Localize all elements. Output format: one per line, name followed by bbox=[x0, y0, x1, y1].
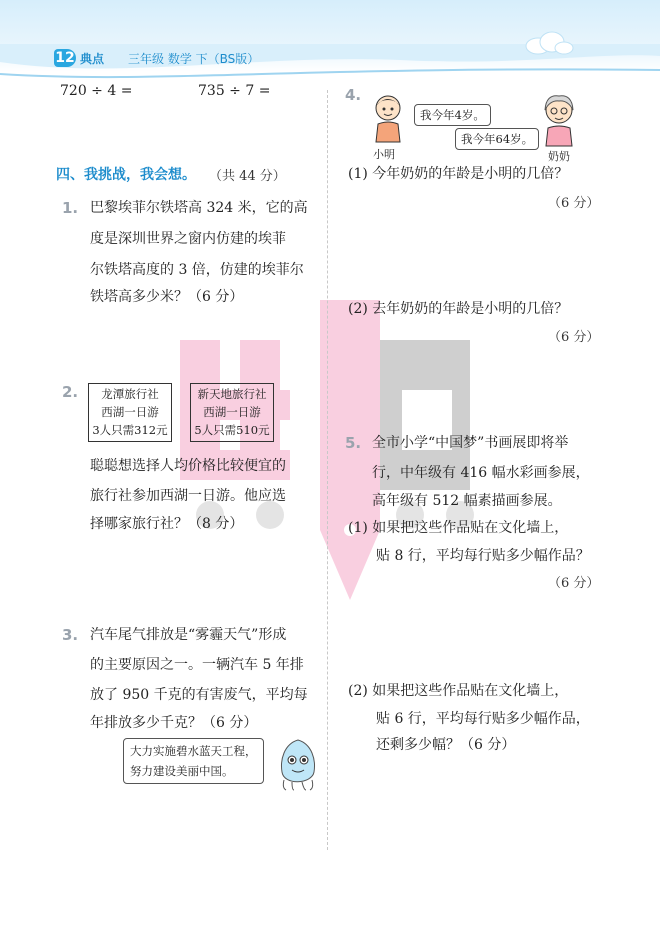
question-3-number: 3. bbox=[62, 626, 79, 644]
question-5-line-2: 行，中年级有 416 幅水彩画参展， bbox=[372, 465, 590, 481]
boy-label: 小明 bbox=[373, 148, 395, 161]
question-5-line-1: 全市小学“中国梦”书画展即将举 bbox=[372, 435, 569, 451]
agency-a-card bbox=[88, 383, 172, 442]
agency-a-name: 龙潭旅行社 bbox=[101, 387, 159, 401]
slogan-speech-bubble bbox=[123, 738, 264, 784]
question-1-number: 1. bbox=[62, 199, 79, 217]
agency-a-price: 3人只需312元 bbox=[92, 423, 168, 437]
question-2-number: 2. bbox=[62, 383, 79, 401]
agency-b-card bbox=[190, 383, 274, 442]
question-5-sub-2-line-2: 贴 6 行，平均每行贴多少幅作品， bbox=[376, 711, 590, 727]
question-2-line-3: 择哪家旅行社？（8 分） bbox=[90, 516, 244, 532]
question-3-line-3: 放了 950 千克的有害废气，平均每 bbox=[90, 687, 308, 703]
book-title: 三年级 数学 下（BS版） bbox=[128, 52, 260, 66]
question-4-sub-1: (1) 今年奶奶的年龄是小明的几倍？ bbox=[348, 166, 569, 182]
boy-speech-bubble: 我今年4岁。 bbox=[414, 104, 491, 126]
question-5-sub-1-points: （6 分） bbox=[548, 576, 600, 591]
agency-a-trip: 西湖一日游 bbox=[101, 405, 159, 419]
exercise-735-div-7: 735 ÷ 7 = bbox=[198, 83, 271, 99]
question-3-line-2: 的主要原因之一。一辆汽车 5 年排 bbox=[90, 657, 304, 673]
brand-logo-text: 典点 bbox=[80, 52, 105, 66]
page-number: 12 bbox=[55, 50, 75, 66]
question-5-sub-1-line-1: (1) 如果把这些作品贴在文化墙上， bbox=[348, 520, 569, 536]
boy-xiaoming-icon bbox=[368, 92, 408, 144]
question-5-line-3: 高年级有 512 幅素描画参展。 bbox=[372, 493, 562, 509]
agency-b-trip: 西湖一日游 bbox=[203, 405, 261, 419]
question-5-sub-2-line-1: (2) 如果把这些作品贴在文化墙上， bbox=[348, 683, 569, 699]
question-1-line-2: 度是深圳世界之窗内仿建的埃菲 bbox=[90, 231, 286, 247]
question-1-line-4: 铁塔高多少米？（6 分） bbox=[90, 289, 244, 305]
grandma-icon bbox=[538, 92, 580, 148]
cloud-icon bbox=[518, 30, 578, 58]
question-2-line-1: 聪聪想选择人均价格比较便宜的 bbox=[90, 458, 286, 474]
question-5-sub-2-line-3: 还剩多少幅？（6 分） bbox=[376, 737, 516, 753]
question-2-line-2: 旅行社参加西湖一日游。他应选 bbox=[90, 488, 286, 504]
droplet-mascot-icon bbox=[276, 736, 320, 792]
section-title: 四、我挑战，我会想。 bbox=[56, 167, 196, 183]
question-3-line-4: 年排放多少千克？（6 分） bbox=[90, 715, 258, 731]
question-4-sub-1-points: （6 分） bbox=[548, 196, 600, 211]
question-4-sub-2-points: （6 分） bbox=[548, 330, 600, 345]
agency-b-price: 5人只需510元 bbox=[194, 423, 270, 437]
column-divider bbox=[327, 90, 328, 850]
grandma-label: 奶奶 bbox=[548, 150, 570, 163]
question-1-line-3: 尔铁塔高度的 3 倍，仿建的埃菲尔 bbox=[90, 262, 304, 278]
question-4-number: 4. bbox=[345, 86, 362, 104]
slogan-line-1: 大力实施碧水蓝天工程， bbox=[130, 744, 257, 758]
question-5-number: 5. bbox=[345, 434, 362, 452]
question-1-line-1: 巴黎埃菲尔铁塔高 324 米，它的高 bbox=[90, 200, 308, 216]
exercise-720-div-4: 720 ÷ 4 = bbox=[60, 83, 133, 99]
agency-b-name: 新天地旅行社 bbox=[197, 387, 267, 401]
question-4-sub-2: (2) 去年奶奶的年龄是小明的几倍？ bbox=[348, 301, 569, 317]
question-3-line-1: 汽车尾气排放是“雾霾天气”形成 bbox=[90, 627, 287, 643]
grandma-speech-bubble: 我今年64岁。 bbox=[455, 128, 539, 150]
question-5-sub-1-line-2: 贴 8 行，平均每行贴多少幅作品？ bbox=[376, 548, 590, 564]
slogan-line-2: 努力建设美丽中国。 bbox=[130, 764, 234, 778]
section-points: （共 44 分） bbox=[209, 169, 286, 184]
